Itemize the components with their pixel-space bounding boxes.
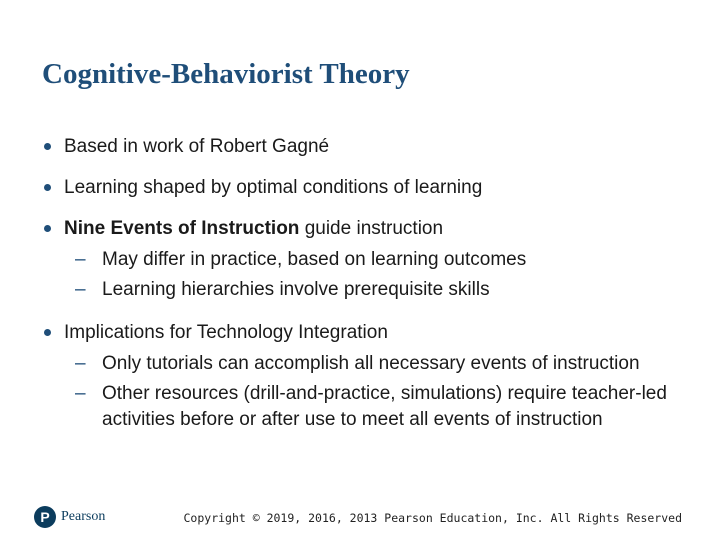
sub-bullet-text: Learning hierarchies involve prerequisite skills	[102, 279, 490, 300]
copyright-notice: Copyright © 2019, 2016, 2013 Pearson Education, Inc. All Rights Reserved	[183, 511, 682, 525]
sub-bullet-text: Other resources (drill-and-practice, simulations) require teacher-led activities before or after use to meet all events of instruction	[102, 383, 667, 430]
bullet-bold-text: Nine Events of Instruction	[64, 218, 300, 239]
bullet-dot-icon	[44, 329, 51, 336]
dash-icon: –	[75, 353, 86, 374]
dash-icon: –	[75, 249, 86, 270]
dash-icon: –	[75, 279, 86, 300]
bullet-text: Implications for Technology Integration	[64, 322, 388, 343]
sub-bullet-text: May differ in practice, based on learning outcomes	[102, 249, 527, 270]
dash-icon: –	[75, 383, 86, 404]
bullet-item	[44, 176, 694, 200]
bullet-dot-icon	[44, 184, 51, 191]
pearson-logo	[34, 506, 105, 528]
bullet-text: Based in work of Robert Gagné	[64, 136, 330, 157]
sub-bullet-item	[44, 277, 694, 303]
bullet-dot-icon	[44, 143, 51, 150]
sub-bullet-text: Only tutorials can accomplish all necessary events of instruction	[102, 353, 640, 374]
pearson-p-icon: P	[34, 506, 56, 528]
sub-bullet-item	[44, 247, 694, 273]
bullet-list	[44, 135, 694, 433]
pearson-wordmark: Pearson	[61, 509, 106, 524]
bullet-dot-icon	[44, 225, 51, 232]
sub-bullet-item	[44, 381, 694, 433]
bullet-text: guide instruction	[299, 218, 444, 239]
sub-bullet-item	[44, 351, 694, 377]
bullet-item	[44, 135, 694, 159]
slide-title: Cognitive-Behaviorist Theory	[42, 58, 410, 90]
bullet-item	[44, 217, 694, 241]
bullet-text: Learning shaped by optimal conditions of learning	[64, 177, 483, 198]
bullet-item	[44, 321, 694, 345]
